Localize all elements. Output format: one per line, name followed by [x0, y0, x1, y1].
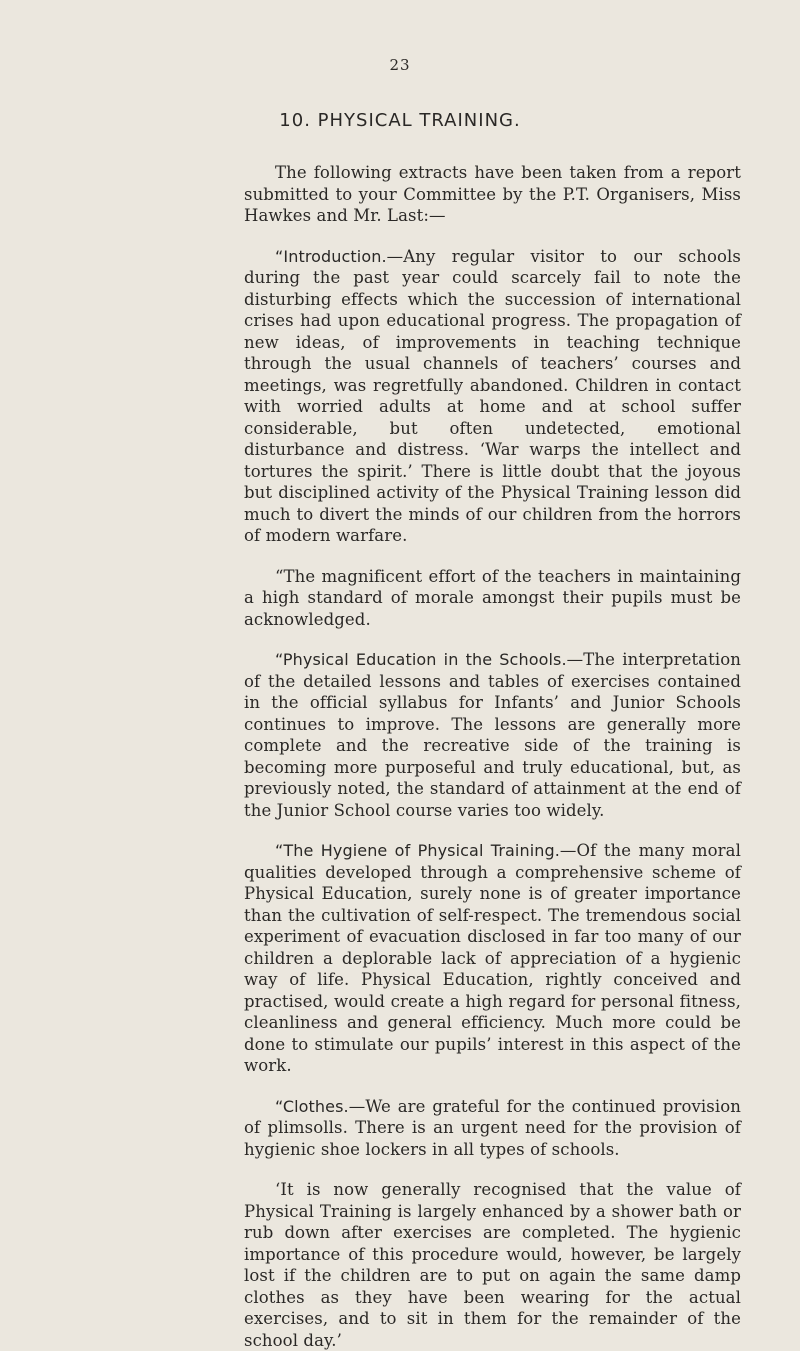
paragraph-text: —We are grateful for the continued provision of plimsolls. There is an urgent need for the provision of hygienic shoe lockers in all types of schools.	[244, 1096, 741, 1159]
paragraph-shower-bath	[244, 1179, 741, 1351]
paragraph-text: “The magnificent effort of the teachers in maintaining a high standard of morale amongst their pupils must be acknowledged.	[244, 566, 741, 629]
paragraph-lead: “Physical Education in the Schools.	[275, 650, 567, 669]
paragraph-intro-note	[244, 162, 741, 227]
paragraph-hygiene	[244, 840, 741, 1077]
paragraph-text: ‘It is now generally recognised that the value of Physical Training is largely enhanced by a shower bath or rub down after exercises are completed. The hygienic importance of this procedure would, however, be largely lost if the children are to put on again the same damp clothes as they have been wearing for the actual exercises, and to sit in them for the remainder of the school day.’	[244, 1180, 741, 1350]
paragraph-physical-education	[244, 649, 741, 821]
section-heading: 10. PHYSICAL TRAINING.	[279, 110, 521, 131]
document-body	[244, 162, 741, 1351]
paragraph-teachers-effort	[244, 566, 741, 631]
paragraph-text: —The interpretation of the detailed lessons and tables of exercises contained in the official syllabus for Infants’ and Junior Schools continues to improve. The lessons are generally more complete and the recreative side of the training is becoming more purposeful and truly educational, but, as previously noted, the standard of attainment at the end of the Junior School course varies too widely.	[244, 650, 741, 820]
paragraph-text: —Any regular visitor to our schools during the past year could scarcely fail to note the disturbing effects which the succession of international crises had upon educational progress. The propagation of new ideas, of improvements in teaching technique through the usual channels of teachers’ courses and meetings, was regretfully abandoned. Children in contact with worried adults at home and at school suffer considerable, but often undetected, emotional disturbance and distress. ‘War warps the intellect and tortures the spirit.’ There is little doubt that the joyous but disciplined activity of the Physical Training lesson did much to divert the minds of our children from the horrors of modern warfare.	[244, 246, 741, 545]
paragraph-introduction	[244, 246, 741, 547]
page-number: 23	[389, 56, 411, 74]
paragraph-lead: “Introduction.	[275, 246, 387, 266]
paragraph-text: The following extracts have been taken from a report submitted to your Committee by the P.T. Organisers, Miss Hawkes and Mr. Last:—	[244, 163, 741, 225]
paragraph-text: —Of the many moral qualities developed through a comprehensive scheme of Physical Education, surely none is of greater importance than the cultivation of self-respect. The tremendous social experiment of evacuation disclosed in far too many of our children a deplorable lack of appreciation of a hygienic way of life. Physical Education, rightly conceived and practised, would create a high regard for personal fitness, cleanliness and general efficiency. Much more could be done to stimulate our pupils’ interest in this aspect of the work.	[244, 841, 741, 1075]
paragraph-clothes	[244, 1096, 741, 1161]
paragraph-lead: “The Hygiene of Physical Training.	[275, 841, 560, 860]
paragraph-lead: “Clothes.	[275, 1096, 349, 1116]
